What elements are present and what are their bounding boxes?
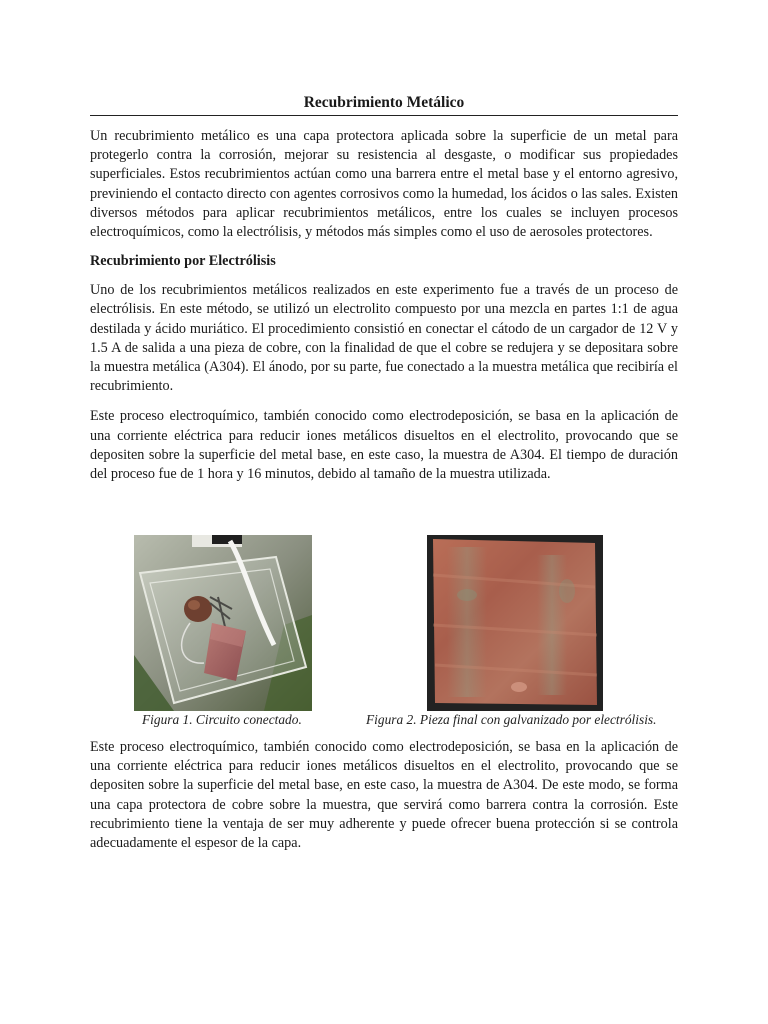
figure-2-caption: Figura 2. Pieza final con galvanizado por electrólisis. <box>366 712 657 727</box>
figure-1-caption: Figura 1. Circuito conectado. <box>142 712 302 727</box>
document-page <box>90 92 678 852</box>
document-title: Recubrimiento Metálico <box>90 92 678 116</box>
conclusion-paragraph: Este proceso electroquímico, también conocido como electrodeposición, se basa en la aplicación de una corriente eléctrica para reducir iones metálicos disueltos en el electrolito, provocando que se depositen sobre la superficie del metal base, en este caso, la muestra de A304. De este modo, se forma una capa protectora de cobre sobre la muestra, que servirá como barrera contra la corrosión. Este recubrimiento tiene la ventaja de ser muy adherente y puede ofrecer buena protección si se controla adecuadamente el espesor de la capa. <box>90 739 678 852</box>
electrodeposition-paragraph: Este proceso electroquímico, también conocido como electrodeposición, se basa en la aplicación de una corriente eléctrica para reducir iones metálicos disueltos en el electrolito, provocando que se depositen sobre la superficie del metal base, en este caso, la muestra de A304. El tiempo de duración del proceso fue de 1 hora y 16 minutos, debido al tamaño de la muestra utilizada. <box>90 408 678 483</box>
electrolysis-paragraph: Uno de los recubrimientos metálicos realizados en este experimento fue a través de un proceso de electrólisis. En este método, se utilizó un electrolito compuesto por una mezcla en partes 1:1 de agua destilada y ácido muriático. El procedimiento consistió en conectar el cátodo de un cargador de 12 V y 1.5 A de salida a una pieza de cobre, con la finalidad de que el cobre se redujera y se depositara sobre la muestra metálica (A304). El ánodo, por su parte, fue conectado a la muestra metálica que recibiría el recubrimiento. <box>90 282 678 395</box>
intro-paragraph: Un recubrimiento metálico es una capa protectora aplicada sobre la superficie de un metal para protegerlo contra la corrosión, mejorar su resistencia al desgaste, o modificar sus propiedades superficiales. Estos recubrimientos actúan como una barrera entre el metal base y el entorno agresivo, previniendo el contacto directo con agentes corrosivos como la humedad, los ácidos o las sales. Existen diversos métodos para aplicar recubrimientos metálicos, entre los cuales se incluyen procesos electroquímicos, como la electrólisis, y métodos más simples como el uso de aerosoles protectores. <box>90 128 678 241</box>
figure-2-image <box>427 535 603 711</box>
figure-1-image <box>134 535 312 711</box>
section-heading: Recubrimiento por Electrólisis <box>90 253 276 270</box>
